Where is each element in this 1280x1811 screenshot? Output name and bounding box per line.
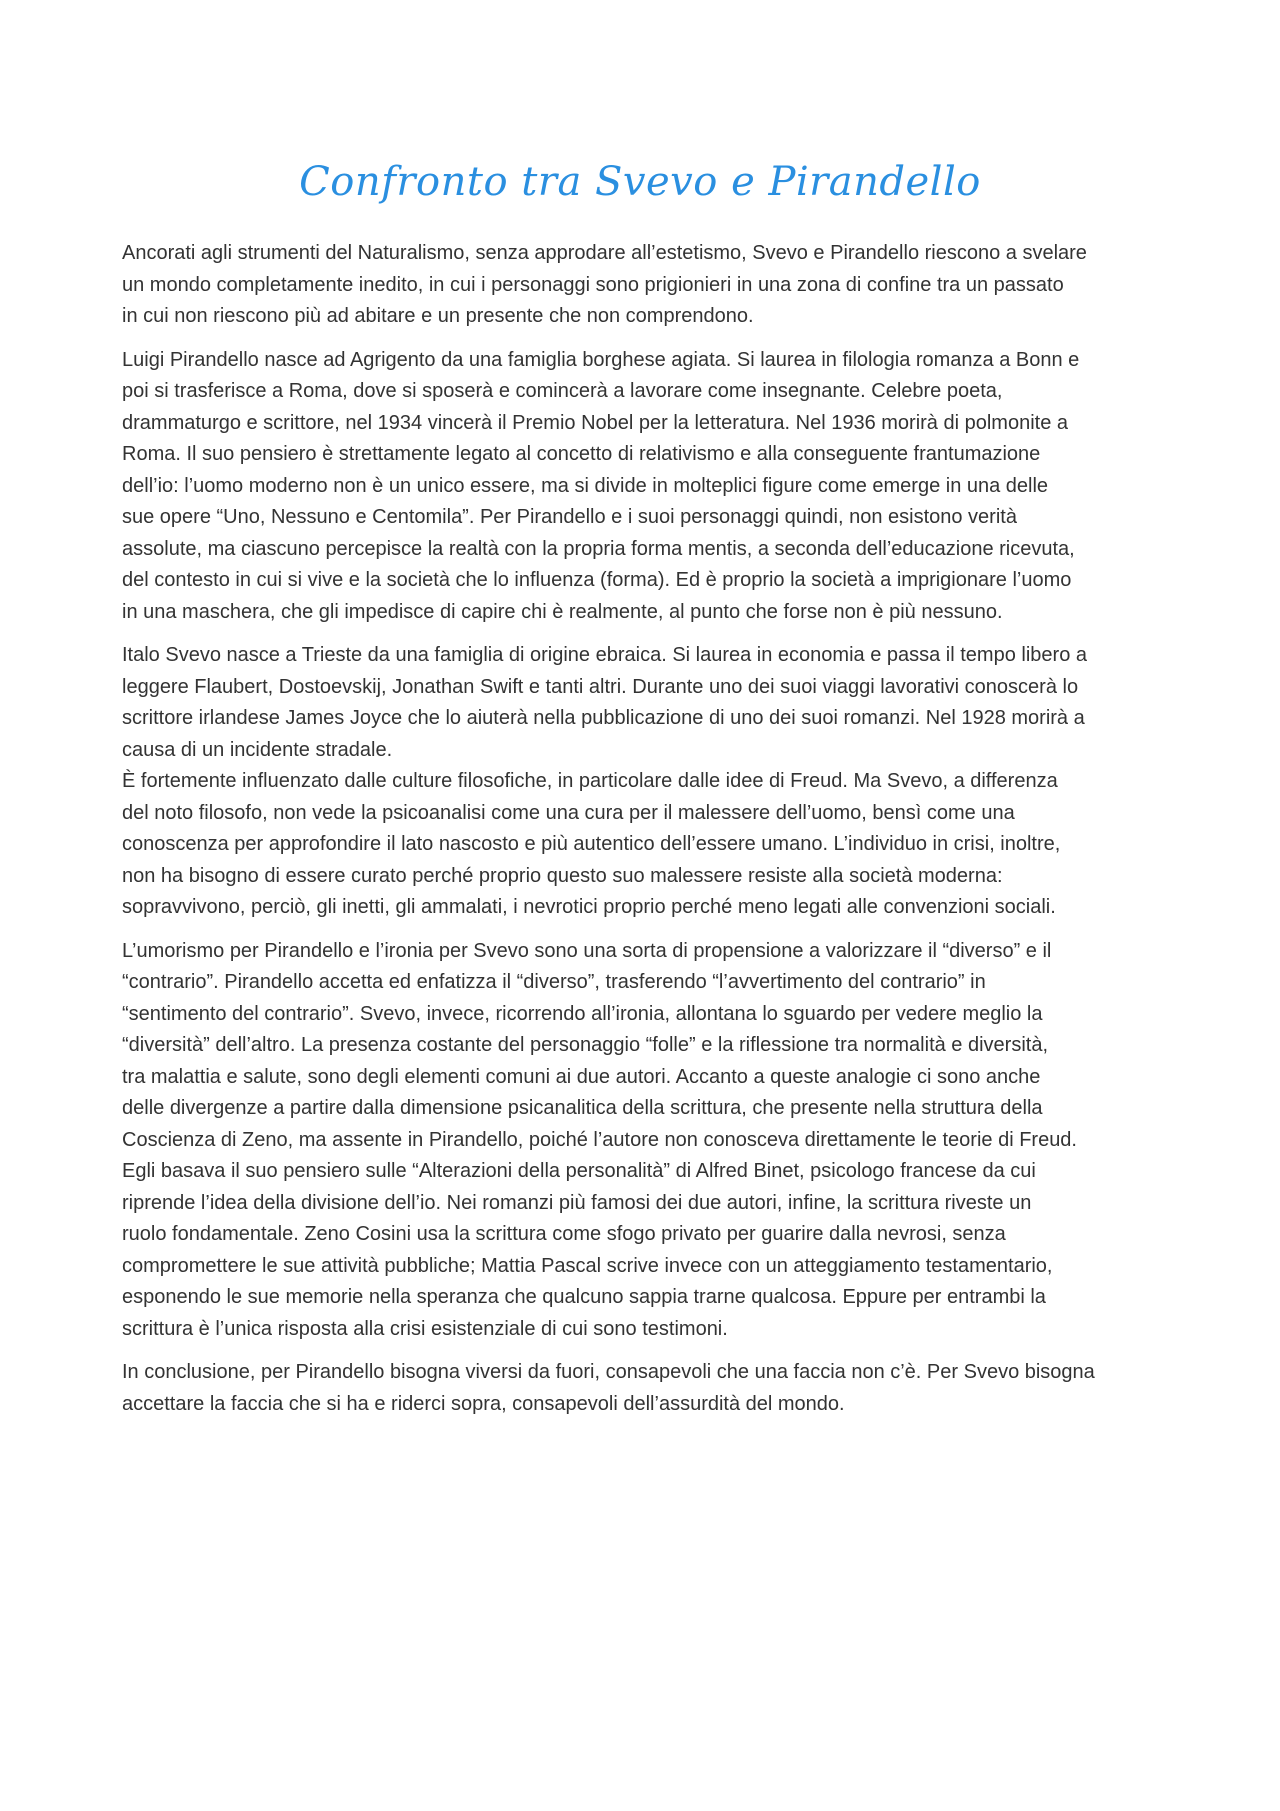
text-line: leggere Flaubert, Dostoevskij, Jonathan Swift e tanti altri. Durante uno dei suoi viaggi lavorativi conoscerà lo (122, 675, 1079, 698)
text-line: In conclusione, per Pirandello bisogna viversi da fuori, consapevoli che una faccia non c’è. Per Svevo bisogna (122, 1361, 1095, 1383)
paragraph (122, 936, 1162, 1346)
text-line: tra malattia e salute, sono degli elementi comuni ai due autori. Accanto a queste analogie ci sono anche (122, 1065, 1041, 1088)
text-line: Ancorati agli strumenti del Naturalismo, senza approdare all’estetismo, Svevo e Pirandello riescono a svelare (122, 242, 1087, 264)
text-line: in una maschera, che gli impedisce di capire chi è realmente, al punto che forse non è più nessuno. (122, 600, 1003, 623)
text-line: del noto filosofo, non vede la psicoanalisi come una cura per il malessere dell’uomo, bensì come una (122, 801, 1015, 824)
text-line: riprende l’idea della divisione dell’io. Nei romanzi più famosi dei due autori, infine, la scrittura riveste un (122, 1191, 1032, 1214)
text-line: drammaturgo e scrittore, nel 1934 vincerà il Premio Nobel per la letteratura. Nel 1936 morirà di polmonite a (122, 411, 1069, 434)
text-line: delle divergenze a partire dalla dimensione psicanalitica della scrittura, che presente nella struttura della (122, 1097, 1043, 1119)
text-line: È fortemente influenzato dalle culture filosofiche, in particolare dalle idee di Freud. Ma Svevo, a differenza (122, 770, 1058, 792)
text-line: sue opere “Uno, Nessuno e Centomila”. Per Pirandello e i suoi personaggi quindi, non esistono verità (122, 506, 1017, 528)
text-line: “diversità” dell’altro. La presenza costante del personaggio “folle” e la riflessione tra normalità e diversità, (122, 1034, 1049, 1056)
paragraph (122, 345, 1162, 629)
text-line: dell’io: l’uomo moderno non è un unico essere, ma si divide in molteplici figure come emerge in una delle (122, 474, 1049, 497)
text-line: Italo Svevo nasce a Trieste da una famiglia di origine ebraica. Si laurea in economia e passa il tempo libero a (122, 644, 1087, 666)
text-line: assolute, ma ciascuno percepisce la realtà con la propria forma mentis, a seconda dell’educazione ricevuta, (122, 537, 1075, 560)
text-line: “contrario”. Pirandello accetta ed enfatizza il “diverso”, trasferendo “l’avvertimento del contrario” in (122, 971, 986, 993)
text-line: compromettere le sue attività pubbliche; Mattia Pascal scrive invece con un atteggiamento testamentario, (122, 1254, 1053, 1277)
text-line: Coscienza di Zeno, ma assente in Pirandello, poiché l’autore non conosceva direttamente le teorie di Freud. (122, 1128, 1077, 1151)
paragraph (122, 640, 1162, 924)
text-line: esponendo le sue memorie nella speranza che qualcuno sappia trarne qualcosa. Eppure per entrambi la (122, 1286, 1046, 1308)
text-line: sopravvivono, perciò, gli inetti, gli ammalati, i nevrotici proprio perché meno legati alle convenzioni sociali. (122, 896, 1056, 918)
paragraph (122, 238, 1162, 333)
text-line: conoscenza per approfondire il lato nascosto e più autentico dell’essere umano. L’individuo in crisi, inoltre, (122, 833, 1061, 855)
text-line: scrittore irlandese James Joyce che lo aiuterà nella pubblicazione di uno dei suoi romanzi. Nel 1928 morirà a (122, 707, 1085, 729)
text-line: poi si trasferisce a Roma, dove si sposerà e comincerà a lavorare come insegnante. Celebre poeta, (122, 380, 1003, 402)
text-line: del contesto in cui si vive e la società che lo influenza (forma). Ed è proprio la società a imprigionare l’uomo (122, 569, 1072, 591)
text-line: Egli basava il suo pensiero sulle “Alterazioni della personalità” di Alfred Binet, psicologo francese da cui (122, 1160, 1036, 1182)
text-line: “sentimento del contrario”. Svevo, invece, ricorrendo all’ironia, allontana lo sguardo per vedere meglio la (122, 1002, 1043, 1025)
text-line: un mondo completamente inedito, in cui i personaggi sono prigionieri in una zona di confine tra un passato (122, 273, 1064, 296)
text-line: Luigi Pirandello nasce ad Agrigento da una famiglia borghese agiata. Si laurea in filologia romanza a Bonn e (122, 348, 1080, 371)
text-line: accettare la faccia che si ha e riderci sopra, consapevoli dell’assurdità del mondo. (122, 1392, 845, 1415)
text-line: in cui non riescono più ad abitare e un presente che non comprendono. (122, 305, 754, 327)
document-body (122, 238, 1162, 1432)
text-line: ruolo fondamentale. Zeno Cosini usa la scrittura come sfogo privato per guarire dalla nevrosi, senza (122, 1223, 1006, 1245)
text-line: L’umorismo per Pirandello e l’ironia per Svevo sono una sorta di propensione a valorizzare il “diverso” e il (122, 939, 1052, 962)
text-line: Roma. Il suo pensiero è strettamente legato al concetto di relativismo e alla conseguente frantumazione (122, 443, 1041, 465)
text-line: scrittura è l’unica risposta alla crisi esistenziale di cui sono testimoni. (122, 1317, 728, 1340)
page-title: Confronto tra Svevo e Pirandello (299, 159, 981, 205)
paragraph (122, 1357, 1162, 1420)
text-line: non ha bisogno di essere curato perché proprio questo suo malessere resiste alla società moderna: (122, 864, 1003, 887)
text-line: causa di un incidente stradale. (122, 738, 393, 761)
